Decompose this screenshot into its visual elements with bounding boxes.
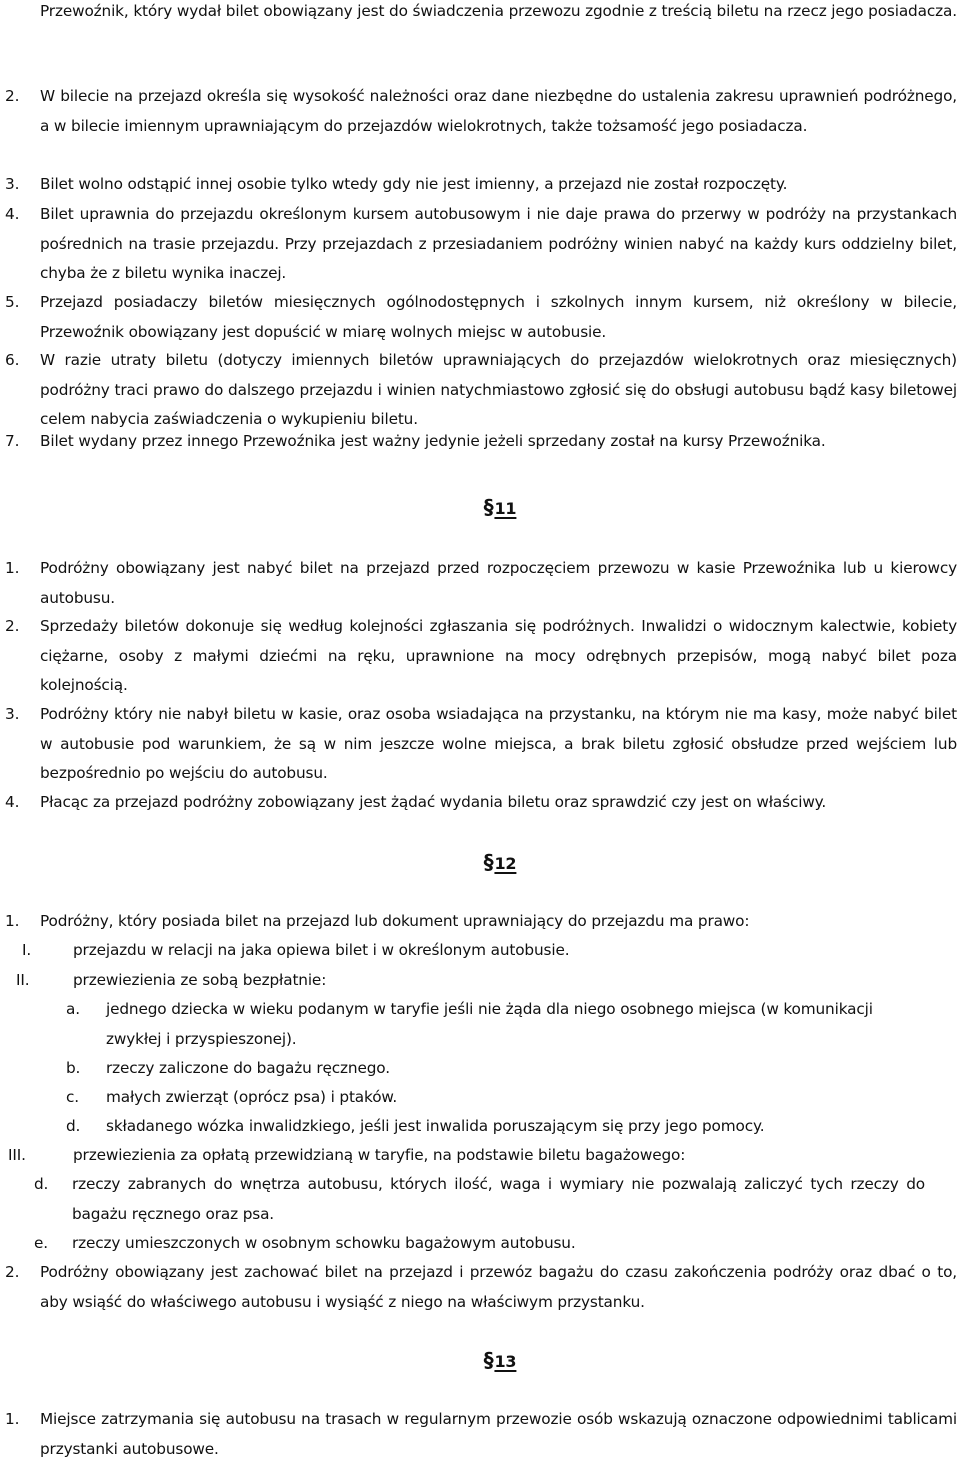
list-item: Podróżny obowiązany jest nabyć bilet na przejazd przed rozpoczęciem przewozu w kasie Przewoźnika lub u kierowcy autobusu. [40,559,957,607]
section-number: 11 [494,499,517,518]
list-item: Bilet uprawnia do przejazdu określonym kursem autobusowym i nie daje prawa do przerwy w podróży na przystankach pośrednich na trasie przejazdu. Przy przejazdach z przesiadaniem podróżny winien nabyć na każdy kurs oddzielny bilet, chyba że z biletu wynika inaczej. [40,205,957,282]
item-number: 4. [5,793,20,811]
section-heading-12 [0,850,960,876]
list-item: Bilet wydany przez innego Przewoźnika jest ważny jedynie jeżeli sprzedany został na kursy Przewoźnika. [40,432,826,450]
item-number: 7. [5,432,20,450]
list-item: W bilecie na przejazd określa się wysokość należności oraz dane niezbędne do ustalenia zakresu uprawnień podróżnego, a w bilecie imiennym uprawniającym do przejazdów wielokrotnych, także tożsamość jego posiadacza. [40,87,957,135]
list-item: Miejsce zatrzymania się autobusu na trasach w regularnym przewozie osób wskazują oznaczone odpowiednimi tablicami przystanki autobusowe. [40,1410,957,1458]
section-heading-13 [0,1348,960,1374]
sub-item: małych zwierząt (oprócz psa) i ptaków. [106,1088,398,1106]
item-number: 1. [5,559,20,577]
sub-letter: d. [66,1117,81,1135]
list-item: Bilet wolno odstąpić innej osobie tylko wtedy gdy nie jest imienny, a przejazd nie został rozpoczęty. [40,175,788,193]
section-number: 12 [494,854,517,873]
section-symbol: § [483,495,494,519]
item-number: 1. [5,912,20,930]
sub-letter: c. [66,1088,79,1106]
item-number: 2. [5,87,20,105]
sub-letter: b. [66,1059,81,1077]
roman-item: przewiezienia za opłatą przewidzianą w taryfie, na podstawie biletu bagażowego: [73,1146,686,1164]
section-number: 13 [494,1352,517,1371]
roman-number: II. [16,971,30,989]
list-item: W razie utraty biletu (dotyczy imiennych biletów uprawniających do przejazdów wielokrotnych oraz miesięcznych) podróżny traci prawo do dalszego przejazdu i winien natychmiastowo zgłosić się do obsługi autobusu bądź kasy biletowej celem nabycia zaświadczenia o wykupieniu biletu. [40,351,957,428]
list-item: Sprzedaży biletów dokonuje się według kolejności zgłaszania się podróżnych. Inwalidzi o widocznym kalectwie, kobiety ciężarne, osoby z małymi dziećmi na ręku, uprawnione na mocy odrębnych przepisów, mogą nabyć bilet poza kolejnością. [40,617,957,694]
item-number: 5. [5,293,20,311]
item-number: 4. [5,205,20,223]
list-item: Przejazd posiadaczy biletów miesięcznych ogólnodostępnych i szkolnych innym kursem, niż określony w bilecie, Przewoźnik obowiązany jest dopuścić w miarę wolnych miejsc w autobusie. [40,293,957,341]
sub-item: rzeczy umieszczonych w osobnym schowku bagażowym autobusu. [72,1234,576,1252]
sub-item: rzeczy zabranych do wnętrza autobusu, których ilość, waga i wymiary nie pozwalają zaliczyć tych rzeczy do bagażu ręcznego oraz psa. [72,1175,925,1223]
roman-item: przejazdu w relacji na jaka opiewa bilet i w określonym autobusie. [73,941,570,959]
section-heading-11 [0,495,960,521]
intro-paragraph: Przewoźnik, który wydał bilet obowiązany jest do świadczenia przewozu zgodnie z treścią biletu na rzecz jego posiadacza. [40,2,957,20]
item-number: 3. [5,705,20,723]
item-number: 1. [5,1410,20,1428]
sub-letter: a. [66,1000,80,1018]
sub-letter: e. [34,1234,48,1252]
item-number: 2. [5,617,20,635]
roman-item: przewiezienia ze sobą bezpłatnie: [73,971,327,989]
sub-item: rzeczy zaliczone do bagażu ręcznego. [106,1059,390,1077]
list-item: Podróżny obowiązany jest zachować bilet na przejazd i przewóz bagażu do czasu zakończenia podróży oraz dbać o to, aby wsiąść do właściwego autobusu i wysiąść z niego na właściwym przystanku. [40,1263,957,1311]
item-number: 6. [5,351,20,369]
roman-number: III. [8,1146,26,1164]
sub-letter: d. [34,1175,49,1193]
list-item: Podróżny, który posiada bilet na przejazd lub dokument uprawniający do przejazdu ma prawo: [40,912,750,930]
section-symbol: § [483,850,494,874]
list-item: Płacąc za przejazd podróżny zobowiązany jest żądać wydania biletu oraz sprawdzić czy jest on właściwy. [40,793,827,811]
sub-item: jednego dziecka w wieku podanym w taryfie jeśli nie żąda dla niego osobnego miejsca (w komunikacji zwykłej i przyspieszonej). [106,1000,873,1048]
roman-number: I. [22,941,32,959]
list-item: Podróżny który nie nabył biletu w kasie, oraz osoba wsiadająca na przystanku, na którym nie ma kasy, może nabyć bilet w autobusie pod warunkiem, że są w nim jeszcze wolne miejsca, a brak biletu zgłosić obsłudze przed wejściem lub bezpośrednio po wejściu do autobusu. [40,705,957,782]
sub-item: składanego wózka inwalidzkiego, jeśli jest inwalida poruszającym się przy jego pomocy. [106,1117,765,1135]
item-number: 2. [5,1263,20,1281]
section-symbol: § [483,1348,494,1372]
item-number: 3. [5,175,20,193]
